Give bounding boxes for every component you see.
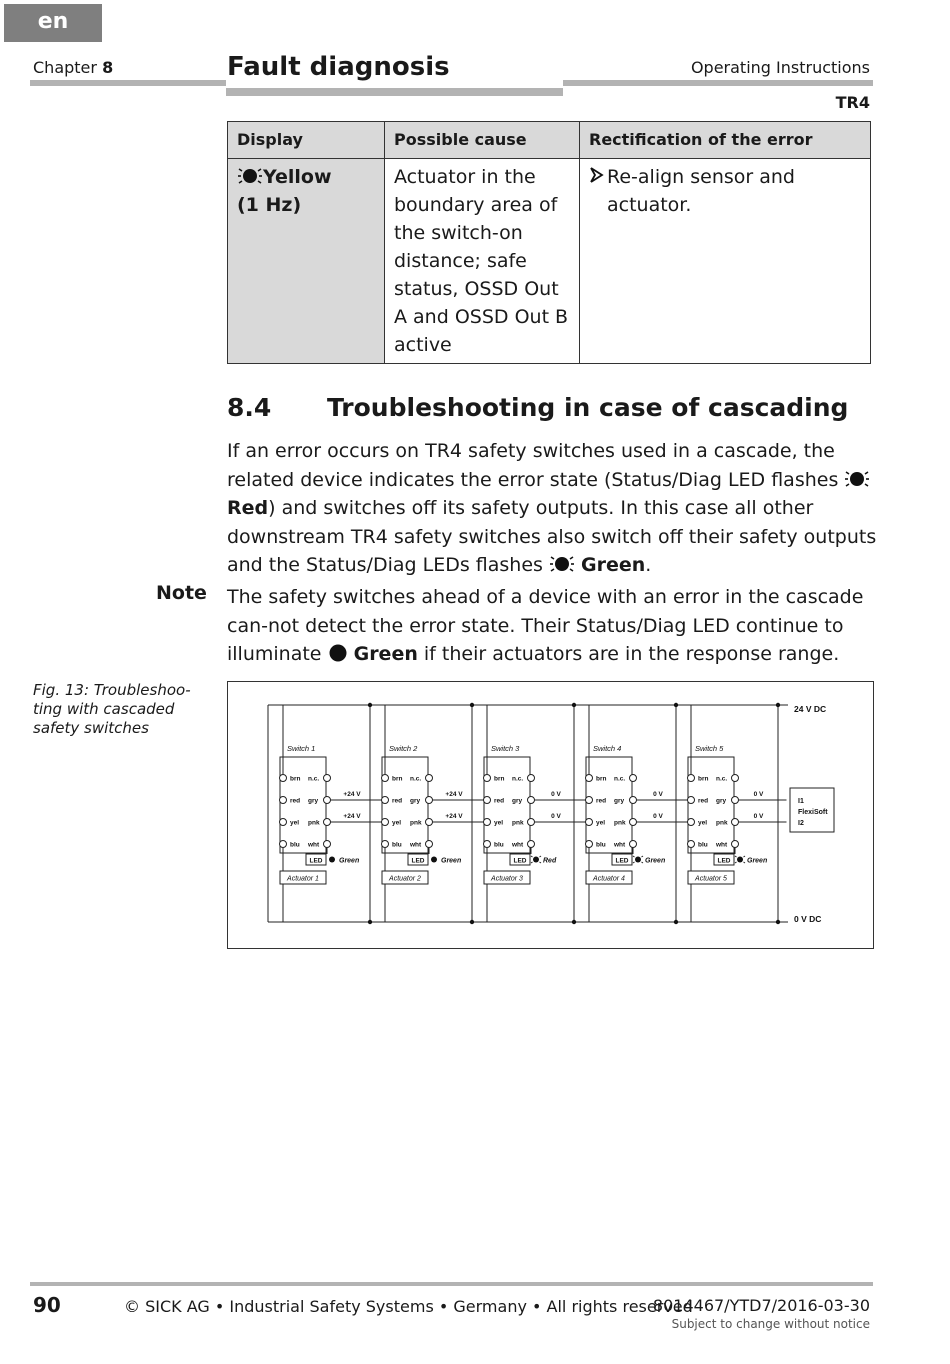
display-cell [228,159,385,364]
chapter-number: 8 [102,58,114,77]
flashing-led-icon [549,554,575,574]
actuator-label: Actuator 5 [695,875,727,883]
junction-dot [776,920,780,924]
pin-label: brn [698,775,709,783]
junction-dot [572,703,576,707]
pin-label: gry [410,797,421,805]
switch-label: Switch 3 [491,744,520,753]
pin-terminal [586,841,593,848]
pin-label: gry [716,797,727,805]
header-rule-left [30,80,226,86]
output-voltage-label: 0 V [653,813,663,820]
table-row [228,159,871,364]
pin-label: yel [596,819,606,827]
table-header-row [228,122,871,159]
note-text-1: The safety switches ahead of a device with an error in the cascade can-not detect the error state. Their Status/Diag LED continue to illuminate [227,586,864,665]
pin-terminal [528,775,535,782]
output-voltage-label: 0 V [551,813,561,820]
pin-label: brn [392,775,403,783]
pin-label: blu [290,841,300,849]
display-frequency: (1 Hz) [237,194,302,216]
pin-terminal [426,797,433,804]
switch-box [688,757,734,853]
table-header-rectification: Rectification of the error [580,122,871,159]
actuator-label: Actuator 4 [593,875,625,883]
cascade-wiring-diagram [227,681,874,949]
rectification-text: Re-align sensor and actuator. [607,166,795,216]
led-ray [540,856,542,857]
led-label: LED [717,857,731,865]
led-ray [735,856,737,857]
pin-terminal [732,819,739,826]
pin-terminal [280,841,287,848]
actuator-label: Actuator 3 [491,875,523,883]
pin-label: gry [512,797,523,805]
output-voltage-label: +24 V [445,813,463,820]
pin-terminal [484,797,491,804]
flashing-led-icon [237,166,263,186]
led-status-label: Green [747,857,768,865]
led-ray [633,862,635,863]
output-voltage-label: 0 V [653,791,663,798]
para-text-2: ) and switches off its safety outputs. In this case all other downstream TR4 safety switches also switch off their safety outputs and the Status/Diag LEDs flashes [227,497,877,576]
output-voltage-label: 0 V [551,791,561,798]
pin-label: wht [716,841,728,849]
pin-terminal [280,797,287,804]
led-label: LED [411,857,425,865]
wiring-svg [228,682,873,948]
pin-terminal [426,841,433,848]
copyright: © SICK AG • Industrial Safety Systems • Germany • All rights reserved [124,1297,693,1316]
cascade-paragraph [227,437,877,580]
steady-led-icon [431,857,437,863]
section-heading: Troubleshooting in case of cascading [327,393,849,422]
chapter-label [33,58,113,77]
flashing-led-icon [844,469,870,489]
note-green-label: Green [353,643,418,665]
note-text-2: if their actuators are in the response range. [423,643,840,665]
chapter-text: Chapter [33,58,97,77]
page-number: 90 [33,1293,61,1317]
pin-terminal [324,841,331,848]
led-ray [642,862,644,863]
page-title: Fault diagnosis [227,52,450,82]
led-ray [531,856,533,857]
pin-label: red [698,797,709,805]
pin-label: n.c. [716,775,728,783]
junction-dot [674,920,678,924]
doc-type: Operating Instructions [690,58,870,77]
pin-terminal [484,841,491,848]
junction-dot [470,920,474,924]
output-voltage-label: 0 V [753,791,764,798]
pin-label: wht [614,841,626,849]
output-voltage-label: 0 V [753,813,764,820]
pin-terminal [586,775,593,782]
led-ray [633,856,635,857]
led-ray [540,862,542,863]
pin-terminal [732,775,739,782]
arrow-bullet-icon [589,163,607,219]
cause-cell: Actuator in the boundary area of the switch-on distance; safe status, OSSD Out A and OSSD Out B active [385,159,580,364]
fault-table [227,121,871,364]
steady-led-icon [329,857,335,863]
led-ray [642,856,644,857]
pin-terminal [630,841,637,848]
pin-terminal [630,775,637,782]
pin-terminal [732,841,739,848]
led-status-label: Red [543,857,557,865]
pin-terminal [630,797,637,804]
section-number: 8.4 [227,393,272,422]
pin-terminal [382,841,389,848]
led-label: LED [615,857,629,865]
pin-label: yel [494,819,504,827]
pin-label: blu [494,841,504,849]
supply-24v-label: 24 V DC [794,704,827,714]
junction-dot [368,703,372,707]
output-voltage-label: +24 V [445,791,463,798]
pin-label: wht [512,841,524,849]
figure-caption: Fig. 13: Troubleshoo-ting with cascaded safety switches [33,681,191,737]
pin-label: yel [392,819,402,827]
pin-terminal [280,775,287,782]
switch-box [586,757,632,853]
pin-label: red [392,797,403,805]
pin-terminal [280,819,287,826]
junction-dot [776,703,780,707]
pin-label: n.c. [512,775,524,783]
pin-terminal [426,775,433,782]
pin-terminal [732,797,739,804]
pin-label: pnk [410,819,422,827]
pin-label: yel [290,819,300,827]
switch-label: Switch 2 [389,744,418,753]
note-label: Note [156,582,207,604]
header-rule-title [226,88,563,96]
controller-label: I1 [798,798,804,805]
junction-dot [674,703,678,707]
language-tab: en [4,4,102,42]
pin-terminal [382,775,389,782]
led-status-label: Green [645,857,666,865]
pin-label: red [494,797,505,805]
pin-label: n.c. [410,775,422,783]
pin-terminal [586,797,593,804]
subject-note: Subject to change without notice [671,1317,870,1331]
pin-label: blu [698,841,708,849]
junction-dot [572,920,576,924]
led-label: LED [309,857,323,865]
output-voltage-label: +24 V [343,791,361,798]
pin-terminal [484,819,491,826]
pin-terminal [688,841,695,848]
display-color: Yellow [263,166,332,188]
steady-led-icon [328,643,348,663]
pin-terminal [528,841,535,848]
switch-label: Switch 5 [695,744,724,753]
pin-label: gry [614,797,625,805]
actuator-label: Actuator 2 [389,875,421,883]
pin-terminal [324,819,331,826]
pin-terminal [426,819,433,826]
pin-terminal [630,819,637,826]
pin-label: pnk [512,819,524,827]
pin-label: pnk [308,819,320,827]
switch-label: Switch 4 [593,744,622,753]
junction-dot [470,703,474,707]
led-ray [744,856,746,857]
table-header-cause: Possible cause [385,122,580,159]
pin-terminal [688,819,695,826]
pin-label: red [596,797,607,805]
output-voltage-label: +24 V [343,813,361,820]
flashing-led-icon [635,857,641,863]
header-rule-right [563,80,873,86]
flashing-led-icon [533,857,539,863]
controller-label: I2 [798,820,804,827]
pin-terminal [382,797,389,804]
led-status-label: Green [339,857,360,865]
pin-label: n.c. [614,775,626,783]
para-green-label: Green [581,554,646,576]
led-ray [744,862,746,863]
pin-label: blu [392,841,402,849]
junction-dot [368,920,372,924]
led-label: LED [513,857,527,865]
pin-terminal [324,775,331,782]
footer-rule [30,1282,873,1286]
led-ray [735,862,737,863]
pin-label: red [290,797,301,805]
pin-terminal [528,797,535,804]
pin-terminal [382,819,389,826]
supply-0v-label: 0 V DC [794,914,822,924]
note-paragraph [227,583,877,669]
table-header-display: Display [228,122,385,159]
pin-terminal [528,819,535,826]
pin-terminal [688,797,695,804]
pin-label: brn [290,775,301,783]
actuator-label: Actuator 1 [287,875,319,883]
para-text-1: If an error occurs on TR4 safety switches used in a cascade, the related device indicates the error state (Status/Diag LED flashes [227,440,839,491]
pin-label: pnk [716,819,728,827]
pin-label: pnk [614,819,626,827]
pin-label: blu [596,841,606,849]
pin-label: gry [308,797,319,805]
switch-box [484,757,530,853]
flashing-led-icon [737,857,743,863]
pin-terminal [324,797,331,804]
pin-label: yel [698,819,708,827]
pin-terminal [484,775,491,782]
switch-label: Switch 1 [287,744,316,753]
pin-label: brn [494,775,505,783]
switch-box [280,757,326,853]
pin-terminal [688,775,695,782]
doc-number: 8014467/YTD7/2016-03-30 [652,1296,870,1315]
pin-terminal [586,819,593,826]
rectification-cell [580,159,871,364]
pin-label: brn [596,775,607,783]
led-status-label: Green [441,857,462,865]
switch-box [382,757,428,853]
product-name: TR4 [835,93,870,112]
pin-label: n.c. [308,775,320,783]
pin-label: wht [308,841,320,849]
controller-label: FlexiSoft [798,809,828,816]
led-ray [531,862,533,863]
para-red-label: Red [227,497,269,519]
para-end: . [645,554,652,576]
pin-label: wht [410,841,422,849]
